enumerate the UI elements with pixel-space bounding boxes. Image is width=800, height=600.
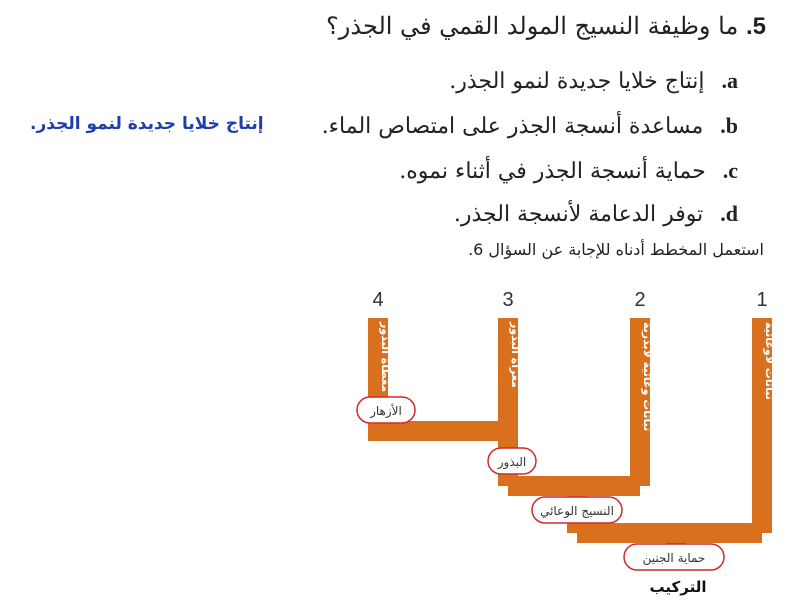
column-label-2: نباتات وعائية لابذرية (641, 322, 654, 432)
node-embryo-protection (624, 544, 724, 570)
option-text: توفر الدعامة لأنسجة الجذر. (453, 202, 704, 227)
option-letter: a. (721, 68, 738, 93)
node-label-embryo-protection: حماية الجنين (642, 551, 706, 565)
node-seeds (488, 448, 536, 474)
instruction-text: استعمل المخطط أدناه للإجابة عن السؤال 6. (468, 240, 764, 259)
node-label-vascular-tissue: النسيج الوعائي (540, 504, 614, 518)
question-number: 5. (745, 13, 766, 40)
column-label-3: معراة البذور (509, 322, 522, 388)
column-label-4: مغطاة البذور (379, 322, 392, 393)
answer-note: إنتاج خلايا جديدة لنمو الجذر. (30, 114, 264, 134)
question-text: ما وظيفة النسيج المولد القمي في الجذر؟ (326, 12, 739, 40)
node-flowers (357, 397, 415, 423)
column-number-4: 4 (372, 289, 384, 311)
option-text: حماية أنسجة الجذر في أثناء نموه. (399, 159, 706, 184)
option-text: مساعدة أنسجة الجذر على امتصاص الماء. (321, 114, 704, 139)
option-letter: d. (720, 201, 738, 226)
node-label-seeds: البذور (497, 455, 527, 469)
option-letter: b. (720, 113, 738, 138)
node-label-flowers: الأزهار (370, 404, 402, 418)
cladogram-title: التركيب (649, 578, 707, 596)
column-number-3: 3 (502, 289, 514, 311)
node-vascular-tissue (532, 497, 622, 523)
column-number-2: 2 (634, 289, 646, 311)
column-number-1: 1 (756, 289, 768, 311)
option-text: إنتاج خلايا جديدة لنمو الجذر. (449, 69, 705, 94)
option-letter: c. (722, 158, 738, 183)
column-label-1: نباتات لاوعائية (763, 322, 776, 400)
